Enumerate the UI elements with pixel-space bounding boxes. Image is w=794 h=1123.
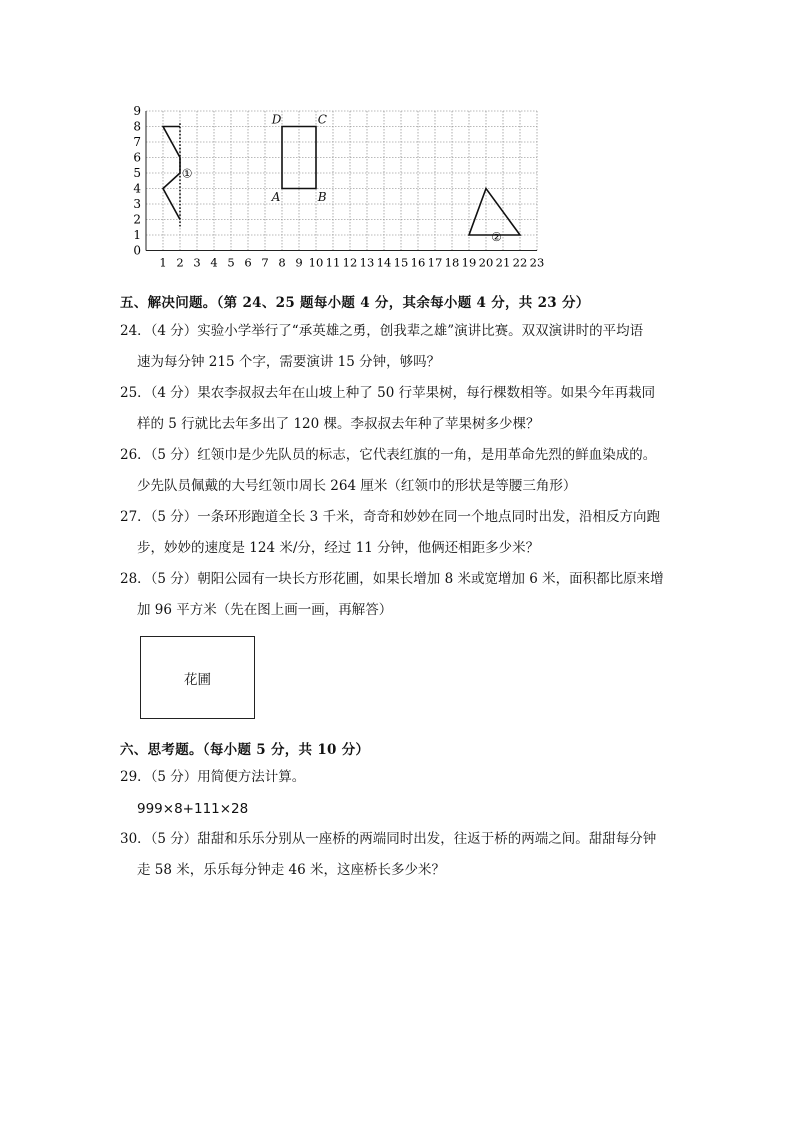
x-tick-label: 8 (278, 255, 286, 270)
section-6-title: 六、思考题。（每小题 5 分，共 10 分） (120, 742, 370, 758)
question-27-line1: 27．（5 分）一条环形跑道全长 3 千米，奇奇和妙妙在同一个地点同时出发，沿相反方向跑 (120, 509, 660, 525)
y-tick-label: 9 (133, 104, 141, 118)
x-tick-label: 5 (227, 255, 235, 270)
question-29 (120, 762, 680, 793)
y-tick-label: 6 (133, 150, 141, 165)
x-tick-label: 2 (176, 255, 184, 270)
x-tick-label: 17 (427, 255, 443, 270)
vertex-d-label: D (271, 112, 282, 127)
question-24 (120, 316, 680, 378)
question-29-expression: 999×8+111×28 (137, 801, 249, 817)
shape-2-triangle (469, 189, 520, 236)
y-tick-label: 0 (133, 243, 141, 258)
question-27-line2: 步，妙妙的速度是 124 米/分，经过 11 分钟，他俩还相距多少米？ (137, 540, 540, 556)
x-tick-label: 19 (461, 255, 477, 270)
section-5-title: 五、解决问题。（第 24、25 题每小题 4 分，其余每小题 4 分，共 23 分） (120, 295, 590, 311)
x-tick-label: 4 (210, 255, 218, 270)
x-tick-label: 14 (376, 255, 392, 270)
question-30 (120, 824, 680, 886)
garden-rectangle (140, 636, 255, 719)
vertex-c-label: C (317, 112, 327, 127)
vertex-a-label: A (271, 189, 281, 204)
question-26-line1: 26．（5 分）红领巾是少先队员的标志，它代表红旗的一角，是用革命先烈的鲜血染成的。 (120, 447, 657, 463)
x-tick-label: 13 (359, 255, 375, 270)
shape-2-label: ② (491, 230, 502, 245)
question-29-line1: 29．（5 分）用简便方法计算。 (120, 769, 306, 785)
question-25 (120, 378, 680, 440)
question-27 (120, 502, 680, 564)
y-tick-label: 1 (133, 228, 141, 242)
x-tick-label: 23 (529, 255, 545, 270)
question-28 (120, 564, 680, 626)
question-28-line2: 加 96 平方米（先在图上画一画，再解答） (137, 602, 393, 618)
x-tick-label: 18 (444, 255, 460, 270)
question-26 (120, 440, 680, 502)
y-tick-label: 8 (133, 119, 141, 134)
x-tick-label: 16 (410, 255, 426, 270)
x-tick-label: 22 (512, 255, 528, 270)
shape-1-label: ① (181, 166, 193, 181)
question-25-line2: 样的 5 行就比去年多出了 120 棵。李叔叔去年种了苹果树多少棵？ (137, 416, 540, 432)
x-tick-label: 20 (478, 255, 494, 270)
x-tick-label: 21 (495, 255, 511, 270)
y-tick-label: 3 (133, 197, 141, 211)
x-tick-label: 12 (342, 255, 358, 270)
x-tick-label: 15 (393, 255, 409, 270)
x-tick-label: 3 (193, 255, 201, 270)
question-25-line1: 25．（4 分）果农李叔叔去年在山坡上种了 50 行苹果树，每行棵数相等。如果今年再栽同 (120, 385, 656, 401)
x-tick-label: 11 (325, 255, 341, 270)
y-tick-label: 7 (133, 135, 141, 149)
x-tick-label: 10 (308, 255, 324, 270)
question-24-line2: 速为每分钟 215 个字，需要演讲 15 分钟，够吗？ (137, 354, 441, 370)
question-26-line2: 少先队员佩戴的大号红领巾周长 264 厘米（红领巾的形状是等腰三角形） (137, 478, 577, 494)
x-tick-label: 9 (295, 255, 303, 270)
coordinate-grid (130, 104, 545, 270)
vertex-b-label: B (317, 189, 327, 204)
question-30-line1: 30．（5 分）甜甜和乐乐分别从一座桥的两端同时出发，往返于桥的两端之间。甜甜每分钟 (120, 831, 657, 847)
question-24-line1: 24．（4 分）实验小学举行了“承英雄之勇，创我辈之雄”演讲比赛。双双演讲时的平均语 (120, 323, 644, 339)
y-tick-label: 5 (133, 166, 141, 180)
question-30-line2: 走 58 米，乐乐每分钟走 46 米，这座桥长多少米？ (137, 862, 446, 878)
x-tick-label: 6 (244, 255, 252, 270)
y-tick-label: 4 (133, 181, 141, 196)
question-28-line1: 28．（5 分）朝阳公园有一块长方形花圃，如果长增加 8 米或宽增加 6 米，面积都比原来增 (120, 571, 664, 587)
x-tick-label: 1 (159, 255, 167, 270)
garden-label: 花圃 (184, 671, 211, 688)
x-tick-label: 7 (261, 255, 269, 270)
y-tick-label: 2 (133, 212, 141, 227)
